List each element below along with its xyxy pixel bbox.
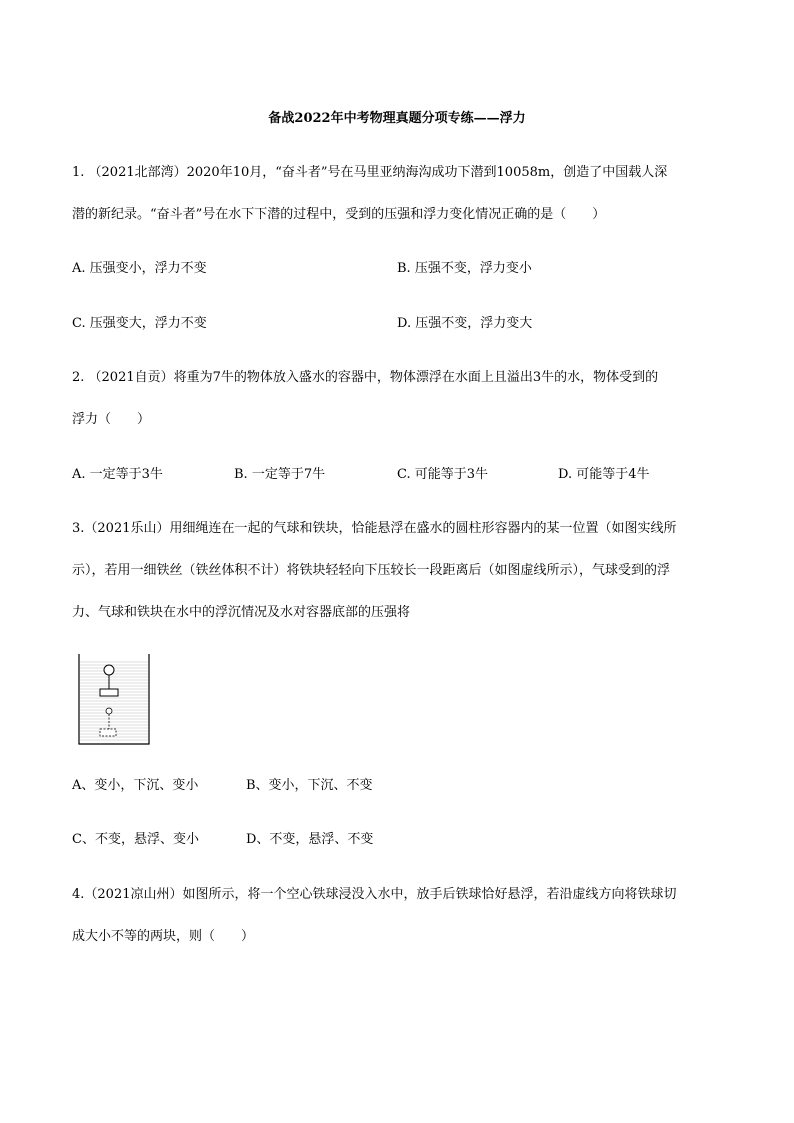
q1-line-1: 1. （2021北部湾）2020年10月，“奋斗者”号在马里亚纳海沟成功下潜到10058m，创造了中国载人深 (72, 165, 668, 180)
q3-line-1: 3.（2021乐山）用细绳连在一起的气球和铁块，恰能悬浮在盛水的圆柱形容器内的某一位置（如图实线所 (72, 521, 677, 536)
balloon-solid (104, 665, 114, 675)
q3-line-3: 力、气球和铁块在水中的浮沉情况及水对容器底部的压强将 (72, 605, 411, 620)
q2-option-a: A. 一定等于3牛 (72, 467, 163, 482)
water-lines (80, 662, 148, 740)
balloon-dashed (106, 708, 112, 714)
q3-option-a: A、变小，下沉、变小 (72, 778, 199, 793)
iron-block-dashed (100, 729, 116, 736)
q1-option-d: D. 压强不变，浮力变大 (397, 316, 533, 331)
q2-line-2: 浮力（ ） (72, 412, 151, 427)
q2-option-c: C. 可能等于3牛 (397, 467, 489, 482)
q1-line-2: 潜的新纪录。“奋斗者”号在水下下潜的过程中，受到的压强和浮力变化情况正确的是（ ） (72, 207, 606, 222)
document-title: 备战2022年中考物理真题分项专练——浮力 (268, 111, 526, 126)
q3-option-b: B、变小，下沉、不变 (246, 778, 373, 793)
q4-line-1: 4.（2021凉山州）如图所示，将一个空心铁球浸没入水中，放手后铁球恰好悬浮，若沿虚线方向将铁球切 (72, 887, 677, 902)
q3-option-c: C、不变，悬浮、变小 (72, 832, 199, 847)
q2-option-d: D. 可能等于4牛 (558, 467, 650, 482)
q2-option-b: B. 一定等于7牛 (234, 467, 326, 482)
q1-option-a: A. 压强变小，浮力不变 (72, 261, 207, 276)
q3-line-2: 示），若用一细铁丝（铁丝体积不计）将铁块轻轻向下压较长一段距离后（如图虚线所示），气球受到的浮 (72, 563, 671, 578)
q3-option-d: D、不变，悬浮、不变 (246, 832, 374, 847)
balloon-iron-block-figure (78, 654, 150, 746)
q2-line-1: 2. （2021自贡）将重为7牛的物体放入盛水的容器中，物体漂浮在水面上且溢出3牛的水，物体受到的 (72, 370, 659, 385)
iron-block-solid (100, 689, 118, 696)
q1-option-c: C. 压强变大，浮力不变 (72, 316, 207, 331)
q4-line-2: 成大小不等的两块，则（ ） (72, 929, 255, 944)
q1-option-b: B. 压强不变，浮力变小 (397, 261, 532, 276)
